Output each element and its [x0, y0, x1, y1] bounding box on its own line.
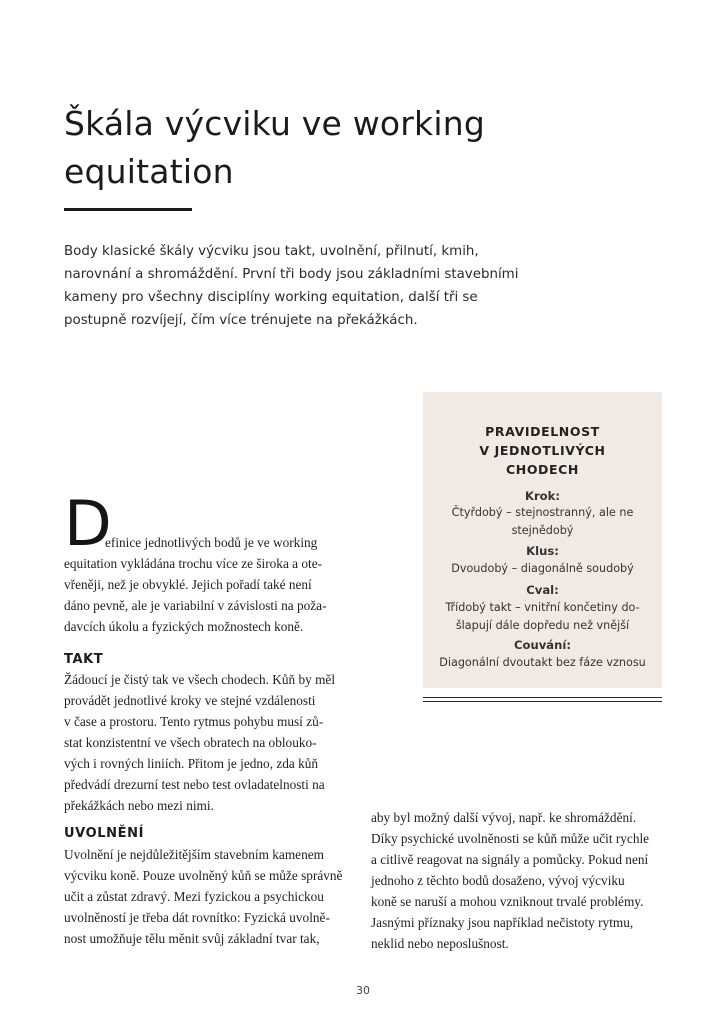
body-line: stat konzistentní ve všech obratech na oblouko- [64, 735, 317, 750]
section-heading-takt: TAKT [64, 652, 104, 667]
body-line: překážkách nebo mezi nimi. [64, 798, 214, 813]
body-line: dáno pevně, ale je variabilní v závislosti na poža- [64, 598, 327, 613]
title-underline [64, 208, 192, 211]
sidebar-text-line: Dvoudobý – diagonálně soudobý [451, 562, 634, 575]
intro-line: narovnání a shromáždění. První tři body jsou základními stavebními [64, 267, 519, 282]
section-heading-uvolneni: UVOLNĚNÍ [64, 826, 145, 841]
sidebar-text-line: stejnědobý [511, 523, 574, 537]
body-line: Jasnými příznaky jsou například nečistoty rytmu, [371, 915, 634, 930]
page-title: Škála výcviku ve working equitation [64, 104, 485, 191]
sidebar-title-line: V JEDNOTLIVÝCH [479, 443, 606, 458]
sidebar-title-line: PRAVIDELNOST [485, 424, 600, 439]
body-line: vřeněji, než je obvyklé. Jejich pořadí také není [64, 577, 312, 592]
sidebar-gait-text [423, 654, 662, 672]
body-line: výcviku koně. Pouze uvolněný kůň se může správně [64, 868, 343, 883]
intro-line: kameny pro všechny disciplíny working equitation, další tři se [64, 290, 478, 305]
sidebar-gait-text [423, 599, 662, 634]
sidebar-gait-heading: Cval: [526, 583, 559, 597]
body-line: provádět jednotlivé kroky ve stejné vzdálenosti [64, 693, 316, 708]
sidebar-gait-text [423, 504, 662, 539]
sidebar-text-line: Diagonální dvoutakt bez fáze vznosu [439, 656, 646, 669]
sidebar-gait-heading: Couvání: [514, 638, 571, 652]
sidebar-text-line: Třídobý takt – vnitřní končetiny do- [445, 601, 640, 614]
body-line: Žádoucí je čistý tak ve všech chodech. Kůň by měl [64, 672, 336, 687]
body-line: jednoho z těchto bodů dosaženo, vývoj výcviku [371, 873, 625, 888]
body-line: nost umožňuje tělu měnit svůj základní tvar tak, [64, 931, 320, 946]
body-line: neklid nebo neposlušnost. [371, 936, 509, 951]
body-line: Díky psychické uvolněnosti se kůň může učit rychle [371, 831, 650, 846]
body-line: davcích úkolu a fyzických možnostech koně. [64, 619, 304, 634]
sidebar-title-line: CHODECH [505, 462, 579, 477]
body-line: efinice jednotlivých bodů je ve working [105, 535, 318, 550]
sidebar-text-line: Čtyřdobý – stejnostranný, ale ne [451, 506, 634, 519]
sidebar-gait-text [423, 560, 662, 578]
sidebar-bottom-rule [423, 701, 662, 702]
body-line: učit a zůstat zdravý. Mezi fyzickou a psychickou [64, 889, 324, 904]
body-line: v čase a prostoru. Tento rytmus pohybu musí zů- [64, 714, 324, 729]
intro-line: postupně rozvíjejí, čím více trénujete na překážkách. [64, 313, 418, 328]
sidebar-bottom-rule [423, 697, 662, 698]
sidebar-gait-heading: Krok: [524, 489, 560, 503]
body-line: uvolněností je třeba dát rovnítko: Fyzická uvolně- [64, 910, 330, 925]
body-line: equitation vykládána trochu více ze široka a ote- [64, 556, 323, 571]
body-line: aby byl možný další vývoj, např. ke shromáždění. [371, 810, 637, 825]
body-line: koně se naruší a mohou vzniknout trvalé problémy. [371, 894, 644, 909]
body-line: vých i rovných liniích. Přitom je jedno, zda kůň [64, 756, 319, 771]
body-line: Uvolnění je nejdůležitějším stavebním kamenem [64, 847, 324, 862]
sidebar-text-line: šlapují dále dopředu než vnější [455, 618, 630, 632]
intro-line: Body klasické škály výcviku jsou takt, uvolnění, přilnutí, kmih, [64, 244, 479, 259]
body-line: a citlivě reagovat na signály a pomůcky. Pokud není [371, 852, 649, 867]
intro-lead [64, 240, 534, 332]
sidebar-box [423, 392, 662, 688]
body-line: předvádí drezurní test nebo test ovladatelnosti na [64, 777, 325, 792]
drop-cap: D [64, 487, 112, 560]
sidebar-title [423, 422, 662, 479]
sidebar-gait-heading: Klus: [526, 544, 559, 558]
page-number: 30 [356, 984, 370, 997]
